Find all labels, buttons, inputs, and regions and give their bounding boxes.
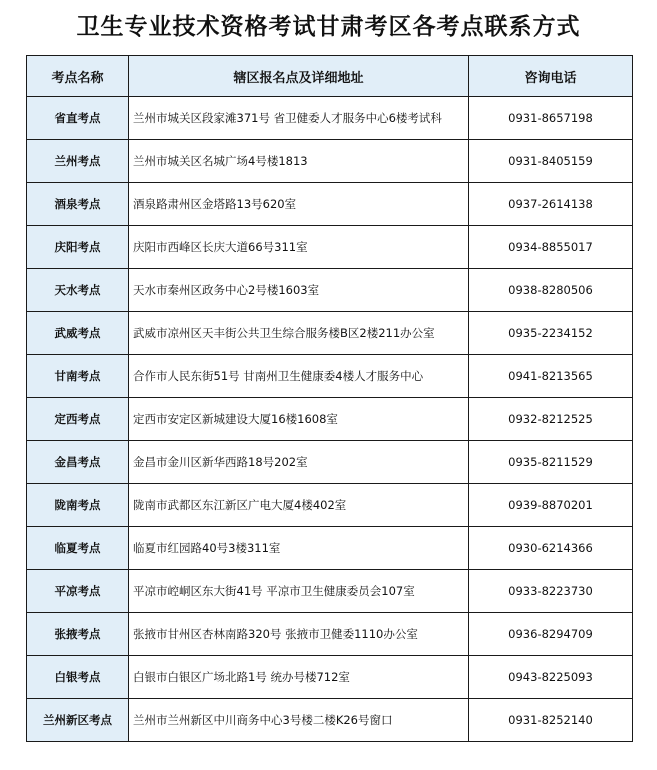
phone-cell: 0941-8213565 [469,355,633,398]
site-name-cell: 白银考点 [27,656,129,699]
address-cell: 武威市凉州区天丰街公共卫生综合服务楼B区2楼211办公室 [129,312,469,355]
phone-cell: 0932-8212525 [469,398,633,441]
phone-cell: 0937-2614138 [469,183,633,226]
contact-table [26,55,633,742]
address-cell: 兰州市城关区段家滩371号 省卫健委人才服务中心6楼考试科 [129,97,469,140]
table-row [27,398,633,441]
phone-cell: 0936-8294709 [469,613,633,656]
header-phone: 咨询电话 [469,56,633,97]
site-name-cell: 省直考点 [27,97,129,140]
address-cell: 天水市秦州区政务中心2号楼1603室 [129,269,469,312]
address-cell: 兰州市城关区名城广场4号楼1813 [129,140,469,183]
header-site-name: 考点名称 [27,56,129,97]
phone-cell: 0931-8252140 [469,699,633,742]
table-row [27,656,633,699]
site-name-cell: 甘南考点 [27,355,129,398]
address-cell: 临夏市红园路40号3楼311室 [129,527,469,570]
page-title: 卫生专业技术资格考试甘肃考区各考点联系方式 [76,13,581,40]
site-name-cell: 金昌考点 [27,441,129,484]
site-name-cell: 酒泉考点 [27,183,129,226]
table-row [27,484,633,527]
site-name-cell: 陇南考点 [27,484,129,527]
address-cell: 金昌市金川区新华西路18号202室 [129,441,469,484]
address-cell: 庆阳市西峰区长庆大道66号311室 [129,226,469,269]
address-cell: 酒泉路肃州区金塔路13号620室 [129,183,469,226]
phone-cell: 0930-6214366 [469,527,633,570]
phone-cell: 0943-8225093 [469,656,633,699]
site-name-cell: 兰州新区考点 [27,699,129,742]
table-header-row [27,56,633,97]
site-name-cell: 兰州考点 [27,140,129,183]
site-name-cell: 张掖考点 [27,613,129,656]
table-row [27,355,633,398]
table-row [27,183,633,226]
site-name-cell: 平凉考点 [27,570,129,613]
address-cell: 白银市白银区广场北路1号 统办号楼712室 [129,656,469,699]
site-name-cell: 定西考点 [27,398,129,441]
address-cell: 定西市安定区新城建设大厦16楼1608室 [129,398,469,441]
table-row [27,441,633,484]
phone-cell: 0931-8657198 [469,97,633,140]
phone-cell: 0938-8280506 [469,269,633,312]
table-row [27,226,633,269]
table-row [27,97,633,140]
table-row [27,570,633,613]
table-row [27,699,633,742]
table-row [27,613,633,656]
site-name-cell: 武威考点 [27,312,129,355]
phone-cell: 0933-8223730 [469,570,633,613]
table-row [27,527,633,570]
address-cell: 张掖市甘州区杏林南路320号 张掖市卫健委1110办公室 [129,613,469,656]
phone-cell: 0931-8405159 [469,140,633,183]
table-row [27,312,633,355]
header-address: 辖区报名点及详细地址 [129,56,469,97]
table-row [27,140,633,183]
address-cell: 陇南市武都区东江新区广电大厦4楼402室 [129,484,469,527]
site-name-cell: 天水考点 [27,269,129,312]
phone-cell: 0935-2234152 [469,312,633,355]
phone-cell: 0934-8855017 [469,226,633,269]
table-row [27,269,633,312]
site-name-cell: 庆阳考点 [27,226,129,269]
site-name-cell: 临夏考点 [27,527,129,570]
phone-cell: 0935-8211529 [469,441,633,484]
address-cell: 兰州市兰州新区中川商务中心3号楼二楼K26号窗口 [129,699,469,742]
address-cell: 平凉市崆峒区东大街41号 平凉市卫生健康委员会107室 [129,570,469,613]
phone-cell: 0939-8870201 [469,484,633,527]
address-cell: 合作市人民东街51号 甘南州卫生健康委4楼人才服务中心 [129,355,469,398]
